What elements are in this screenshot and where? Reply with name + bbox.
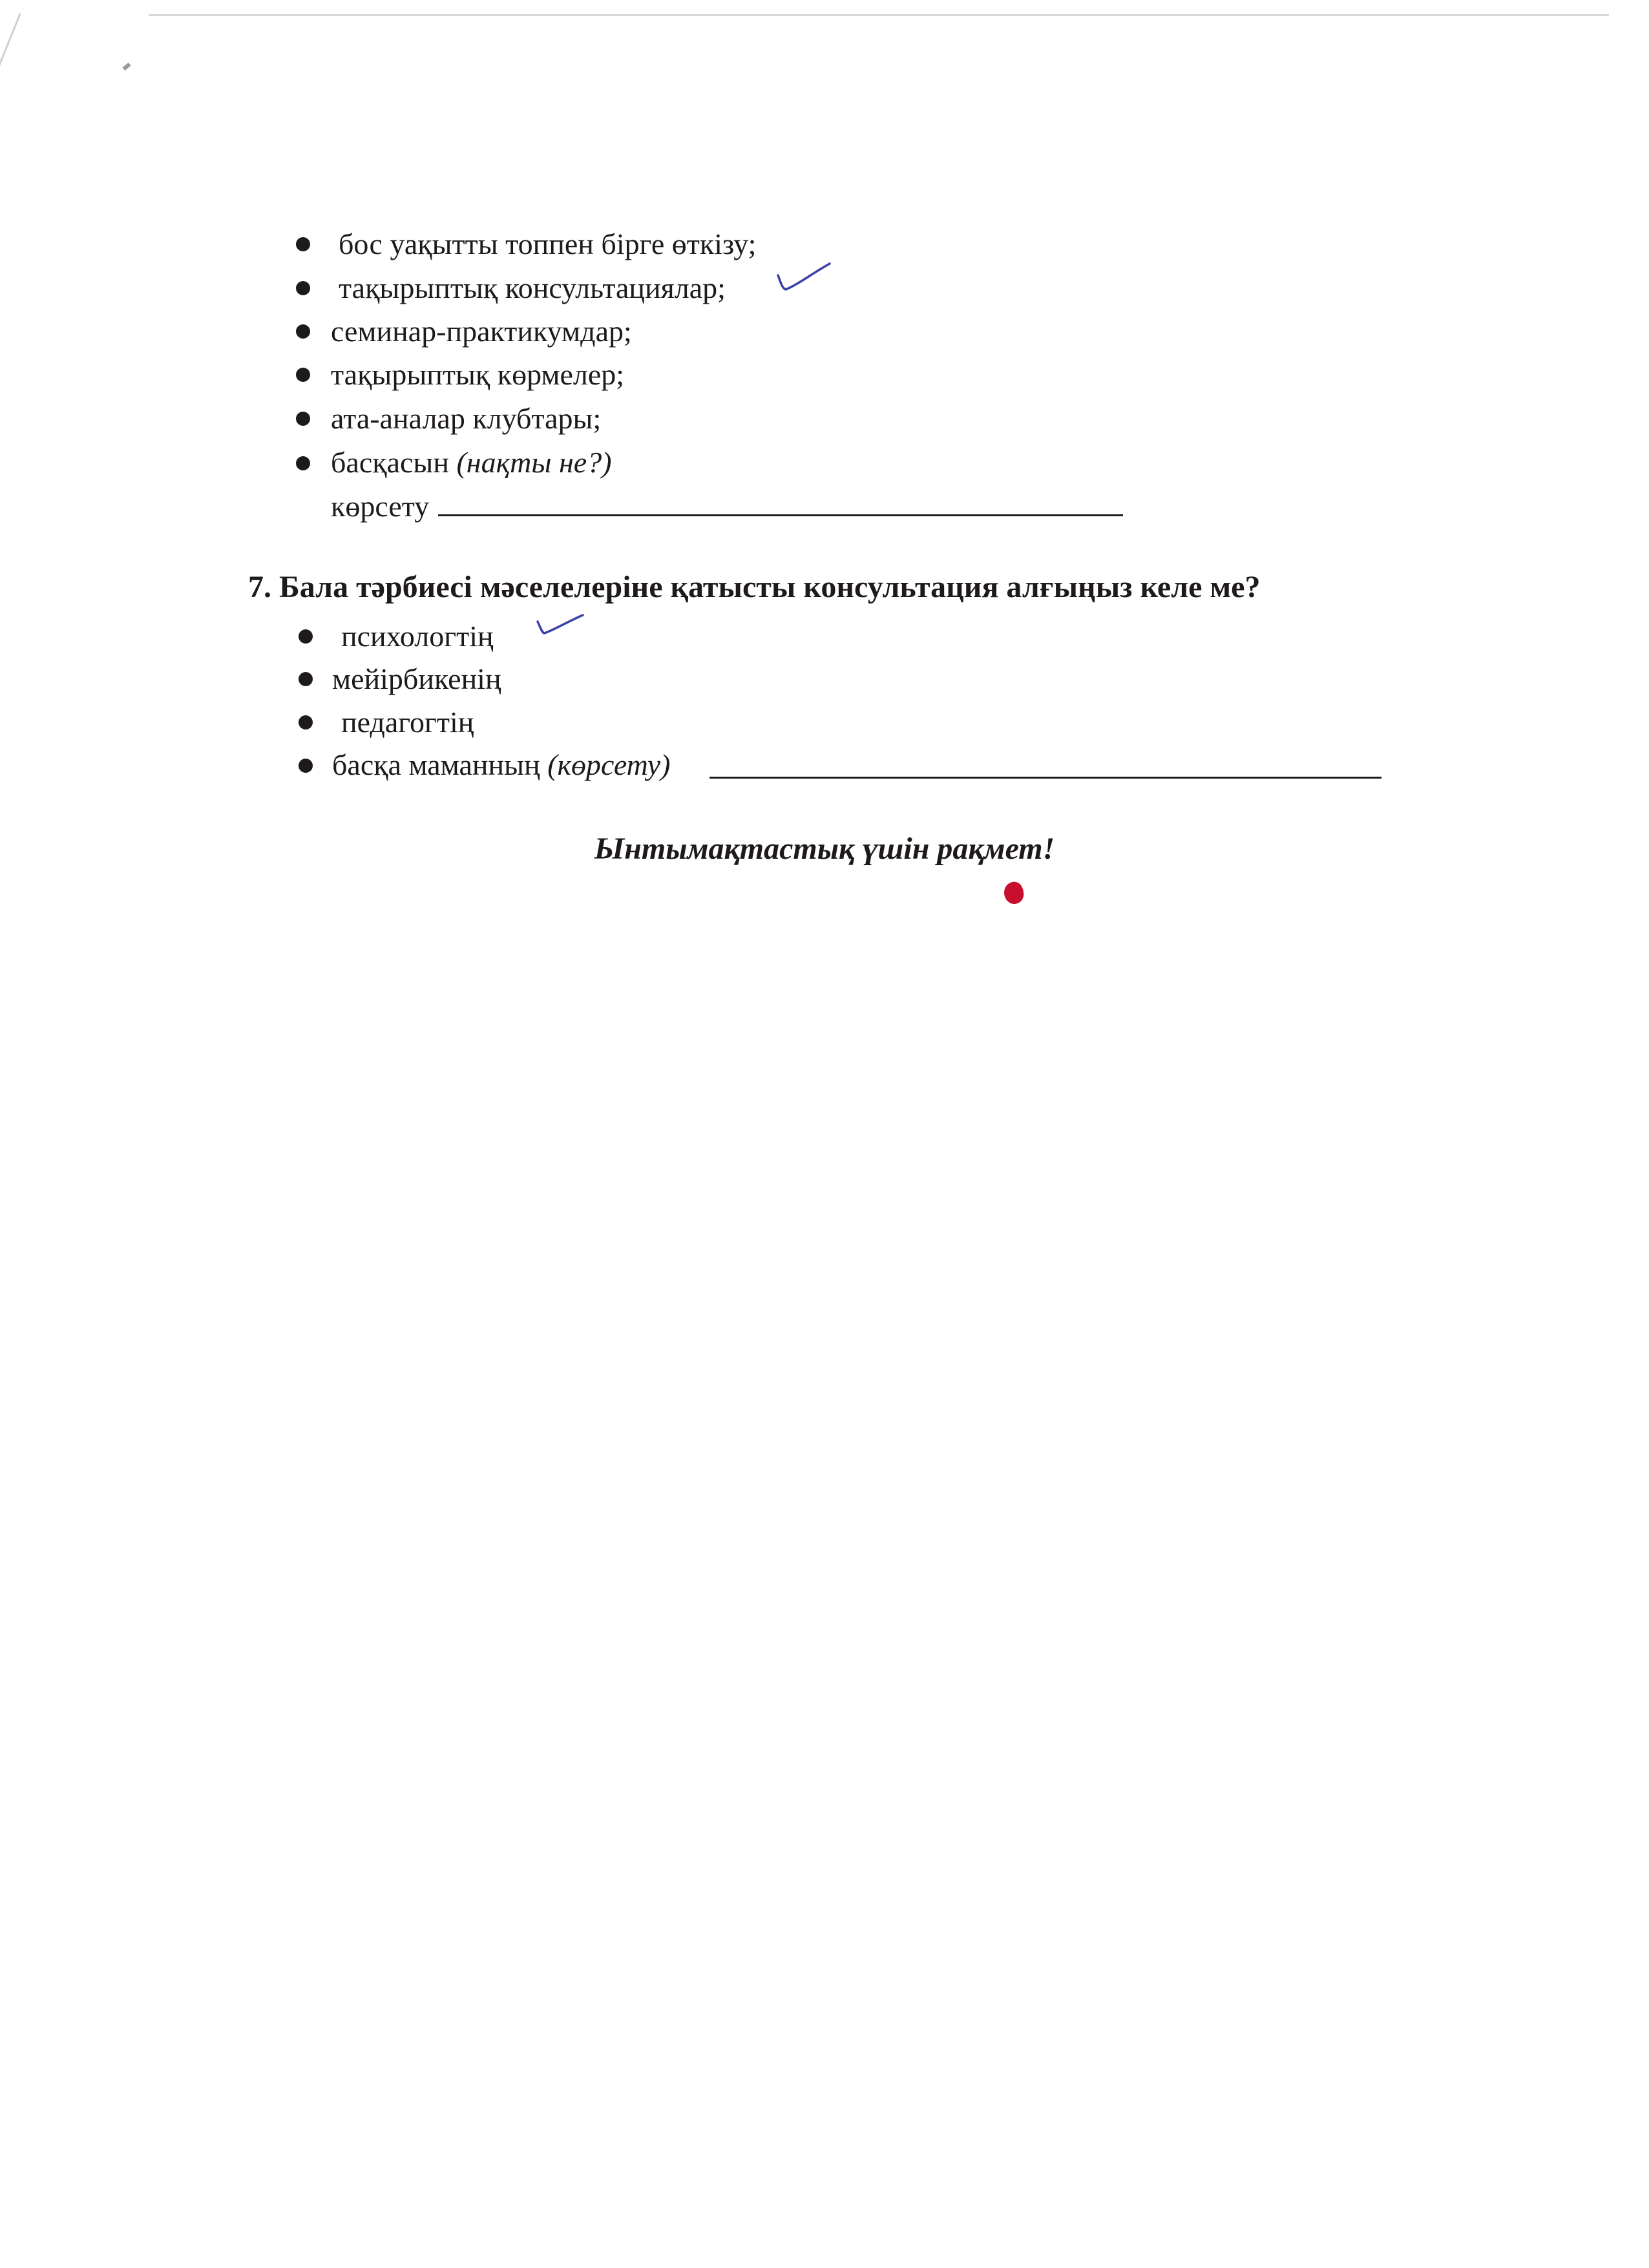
bullet-icon: [296, 412, 310, 426]
scan-edge-top: [149, 14, 1609, 16]
option-exhibitions: тақырыптық көрмелер;: [331, 358, 625, 391]
option-consultations: тақырыптық консультациялар;: [339, 271, 726, 304]
option-parent-clubs: ата-аналар клубтары;: [331, 402, 602, 435]
option-other-label: басқасын: [331, 446, 449, 479]
option-other-specialist: [332, 747, 670, 783]
option-psychologist: психологтің: [341, 620, 494, 653]
bullet-icon: [296, 237, 310, 251]
scan-edge-left: [0, 13, 21, 295]
bullet-icon: [299, 759, 313, 773]
option-teacher: педагогтің: [341, 706, 474, 739]
other-specify-line[interactable]: [438, 514, 1123, 516]
bullet-icon: [296, 281, 310, 295]
option-leisure: бос уақытты топпен бірге өткізу;: [339, 227, 757, 260]
scan-mark: [122, 63, 131, 70]
bullet-icon: [296, 324, 310, 339]
option-other: [331, 445, 612, 481]
other-specify-label: көрсету: [331, 490, 430, 523]
option-other-specialist-label: басқа маманның: [332, 748, 540, 781]
red-mark: [1002, 880, 1026, 907]
option-other-specialist-hint: (көрсету): [547, 748, 671, 781]
thanks-message: Ынтымақтастық үшін рақмет!: [594, 832, 1055, 866]
other-specialist-line[interactable]: [709, 777, 1381, 779]
option-nurse: мейірбикенің: [332, 662, 501, 695]
bullet-icon: [296, 368, 310, 382]
checkmark-icon: [774, 260, 832, 299]
option-seminars: семинар-практикумдар;: [331, 315, 632, 348]
bullet-icon: [299, 715, 313, 730]
bullet-icon: [299, 672, 313, 686]
checkmark-icon: [534, 610, 585, 642]
bullet-icon: [296, 456, 310, 470]
question-7-title: 7. Бала тәрбиесі мәселелеріне қатысты консультация алғыңыз келе ме?: [248, 570, 1261, 604]
bullet-icon: [299, 629, 313, 644]
option-other-hint: (нақты не?): [456, 446, 612, 479]
